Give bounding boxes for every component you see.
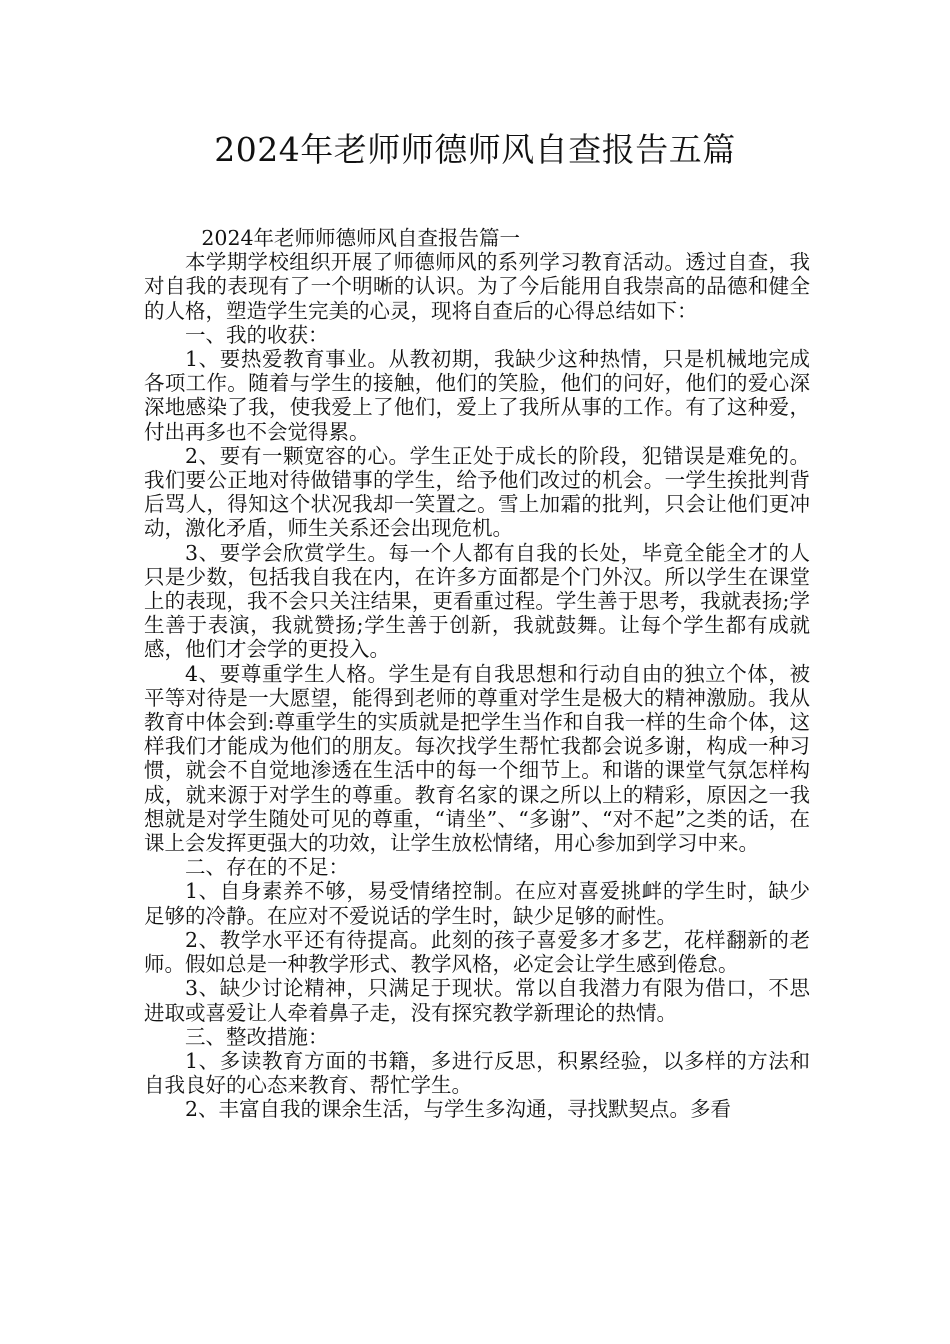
- section-heading-shortcomings: 二、存在的不足：: [185, 855, 349, 880]
- gains-item-2: 2、要有一颗宽容的心。学生正处于成长的阶段，犯错误是难免的。我们要公正地对待做错事的学生，给予他们改过的机会。一学生挨批判背后骂人，得知这个状况我却一笑置之。雪上加霜的批判，只会让他们更冲动，激化矛盾，师生关系还会出现危机。: [144, 443, 810, 541]
- shortcomings-item-3: 3、缺少讨论精神，只满足于现状。常以自我潜力有限为借口，不思进取或喜爱让人牵着鼻子走，没有探究教学新理论的热情。: [144, 976, 810, 1025]
- shortcomings-item-2: 2、教学水平还有待提高。此刻的孩子喜爱多才多艺，花样翻新的老师。假如总是一种教学形式、教学风格，必定会让学生感到倦怠。: [144, 927, 810, 977]
- gains-item-3: 3、要学会欣赏学生。每一个人都有自我的长处，毕竟全能全才的人只是少数，包括我自我在内，在许多方面都是个门外汉。所以学生在课堂上的表现，我不会只关注结果，更看重过程。学生善于思考，我就表扬;学生善于表演，我就赞扬;学生善于创新，我就鼓舞。让每个学生都有成就感，他们才会学的更投入。: [144, 540, 810, 662]
- gains-item-1: 1、要热爱教育事业。从教初期，我缺少这种热情，只是机械地完成各项工作。随着与学生的接触，他们的笑脸，他们的问好，他们的爱心深深地感染了我，使我爱上了他们，爱上了我所从事的工作。有了这种爱，付出再多也不会觉得累。: [144, 347, 810, 444]
- intro-paragraph: 本学期学校组织开展了师德师风的系列学习教育活动。透过自查，我对自我的表现有了一个明晰的认识。为了今后能用自我崇高的品德和健全的人格，塑造学生完美的心灵，现将自查后的心得总结如下：: [144, 250, 810, 323]
- document-body: [144, 226, 810, 1122]
- section-subtitle: 2024年老师师德师风自查报告篇一: [201, 226, 521, 250]
- gains-item-4: 4、要尊重学生人格。学生是有自我思想和行动自由的独立个体，被平等对待是一大愿望，能得到老师的尊重对学生是极大的精神激励。我从教育中体会到:尊重学生的实质就是把学生当作和自我一样的生命个体，这样我们才能成为他们的朋友。每次找学生帮忙我都会说多谢，构成一种习惯，就会不自觉地渗透在生活中的每一个细节上。和谐的课堂气氛怎样构成，就来源于对学生的尊重。教育名家的课之所以上的精彩，原因之一我想就是对学生随处可见的尊重，“请坐”、“多谢”、“对不起”之类的话，在课上会发挥更强大的功效，让学生放松情绪，用心参加到学习中来。: [144, 661, 810, 856]
- measures-item-1: 1、多读教育方面的书籍，多进行反思，积累经验，以多样的方法和自我良好的心态来教育、帮忙学生。: [144, 1048, 810, 1098]
- shortcomings-item-1: 1、自身素养不够，易受情绪控制。在应对喜爱挑衅的学生时，缺少足够的冷静。在应对不爱说话的学生时，缺少足够的耐性。: [144, 879, 810, 928]
- section-heading-gains: 一、我的收获：: [185, 322, 329, 347]
- section-heading-measures: 三、整改措施：: [185, 1024, 329, 1049]
- measures-item-2: 2、丰富自我的课余生活，与学生多沟通，寻找默契点。多看: [185, 1097, 732, 1122]
- document-title: 2024年老师师德师风自查报告五篇: [214, 130, 736, 169]
